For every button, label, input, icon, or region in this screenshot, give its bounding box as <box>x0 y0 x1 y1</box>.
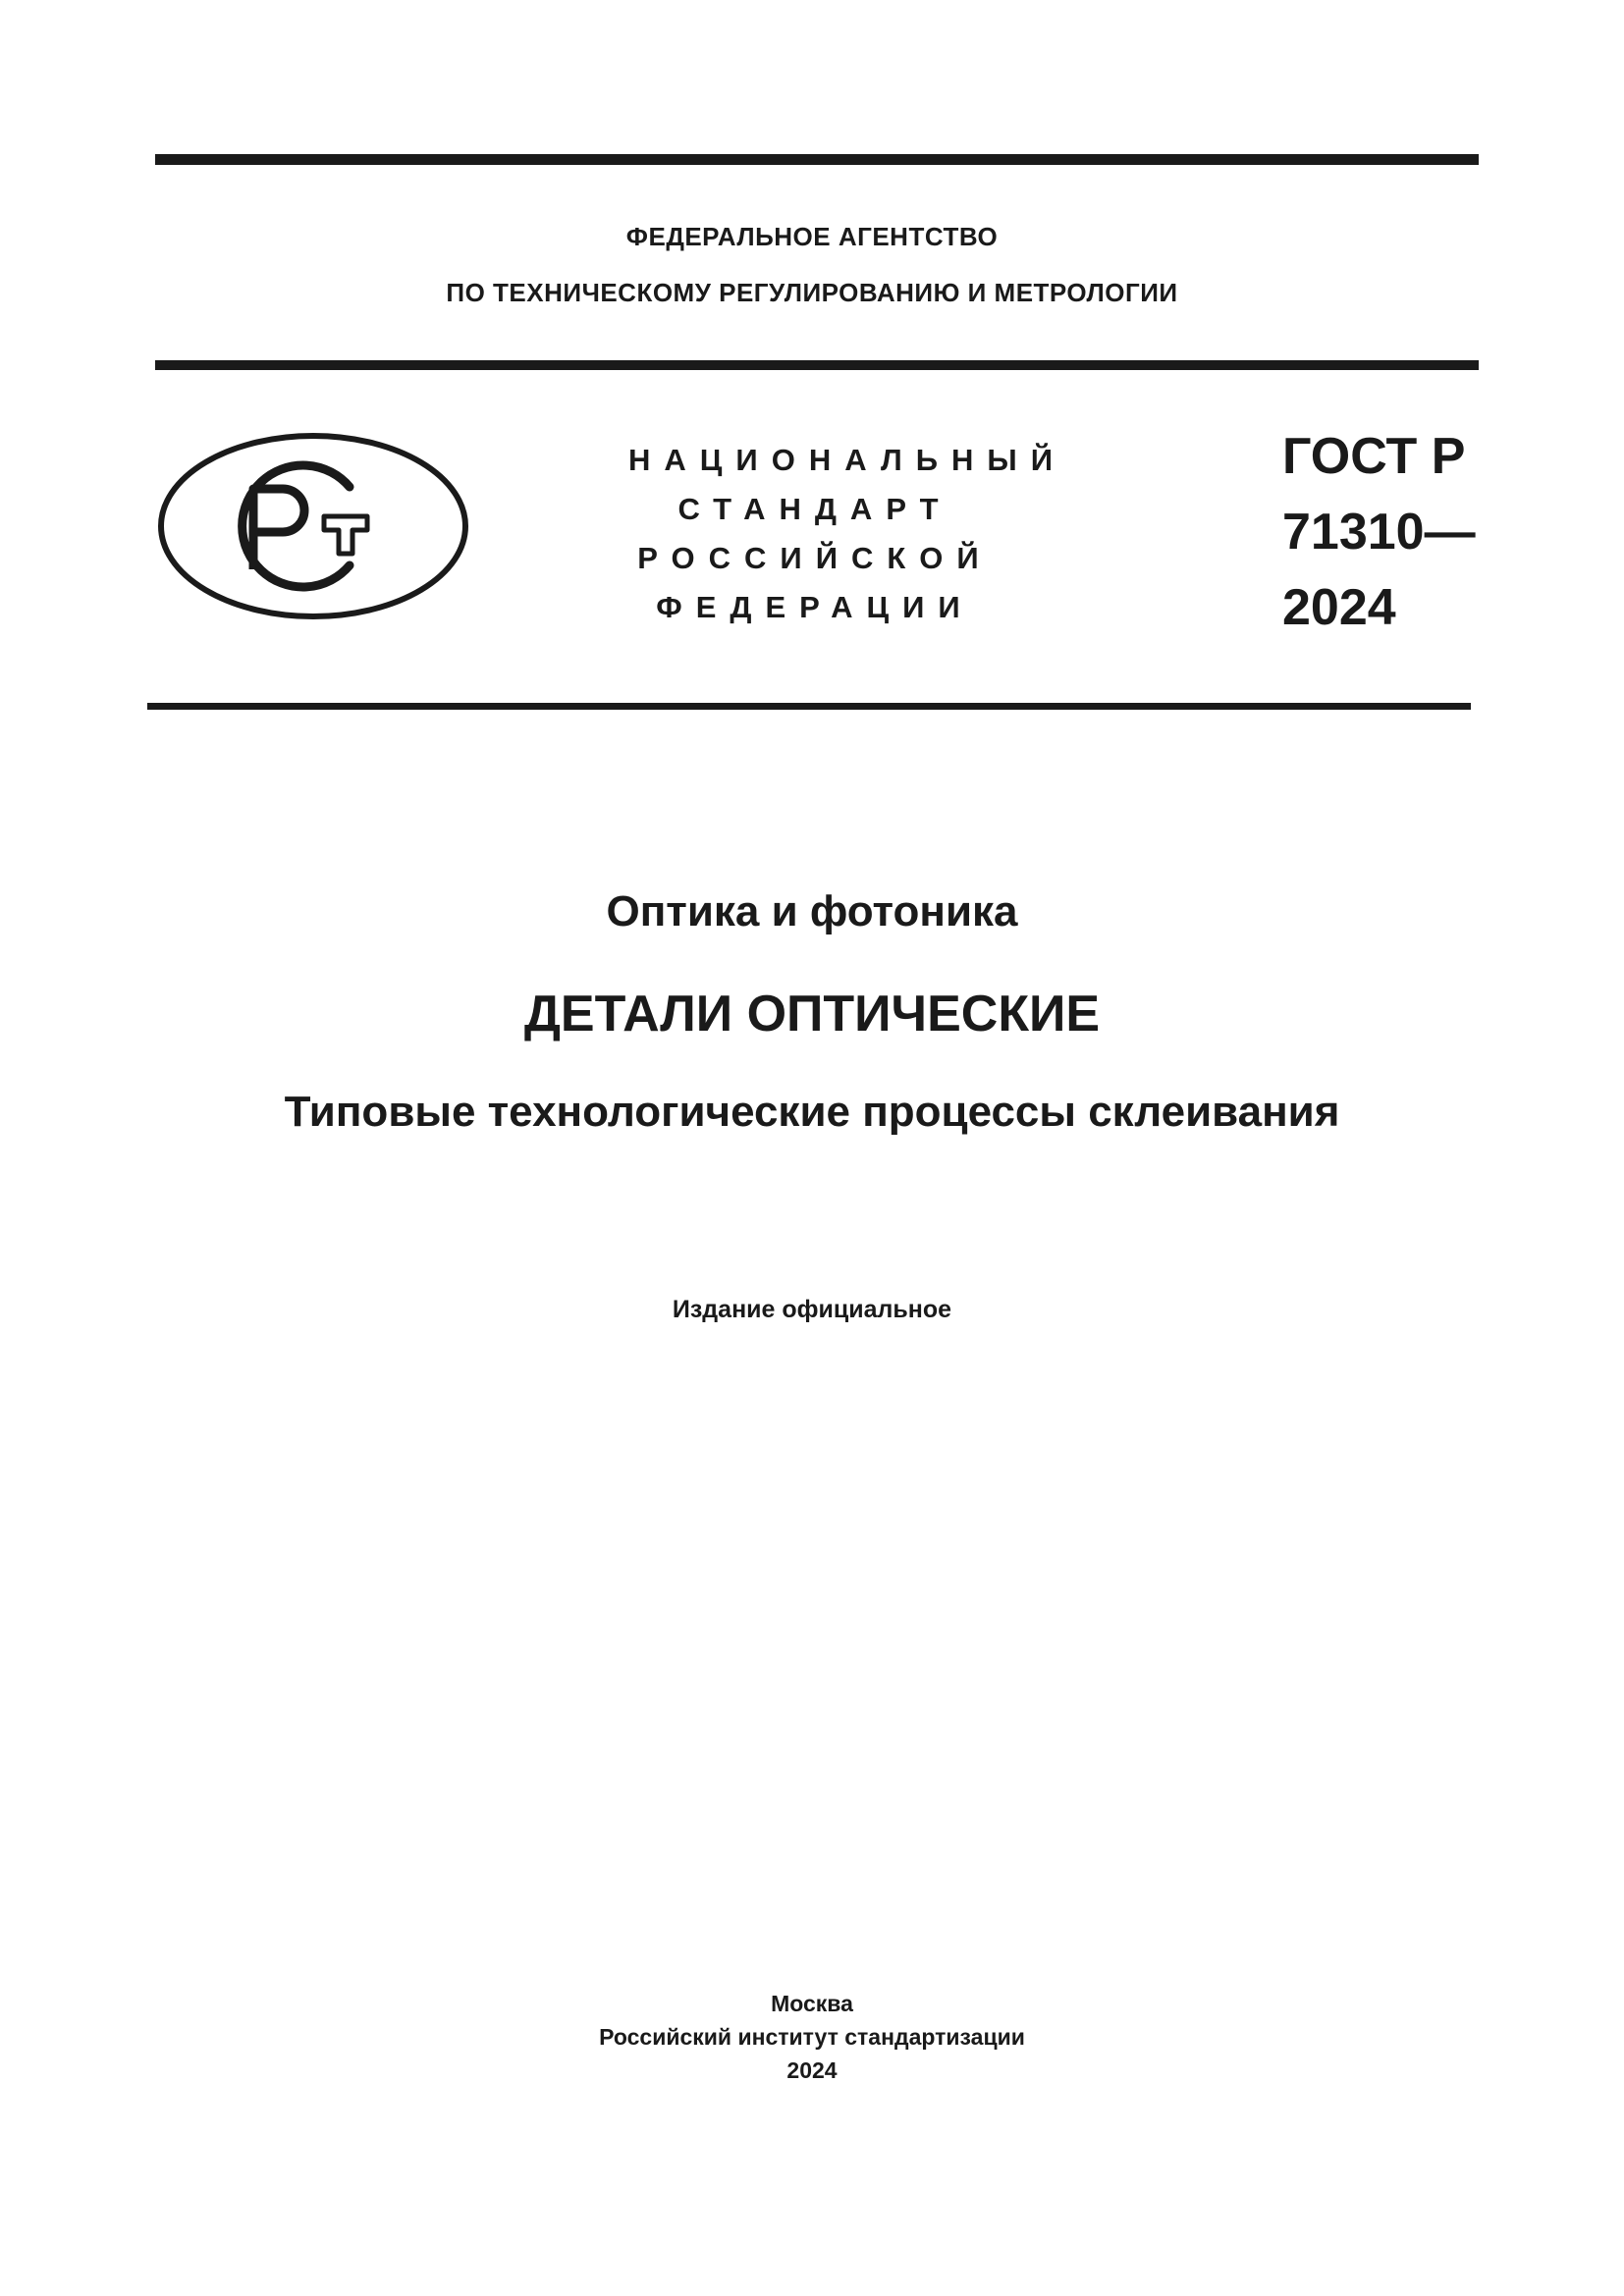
rst-logo <box>157 432 469 620</box>
national-standard-line-3: РОССИЙСКОЙ <box>637 541 993 575</box>
subtitle: Типовые технологические процессы склеивания <box>284 1088 1340 1136</box>
national-standard-line-1: НАЦИОНАЛЬНЫЙ <box>628 443 1067 477</box>
designation-line-3: 2024 <box>1282 579 1396 636</box>
top-rule <box>155 154 1479 165</box>
national-standard-label <box>628 436 1067 632</box>
national-standard-line-2: СТАНДАРТ <box>677 492 952 526</box>
series-title: Оптика и фотоника <box>606 887 1018 935</box>
agency-line-1: ФЕДЕРАЛЬНОЕ АГЕНТСТВО <box>625 222 999 251</box>
standard-designation <box>1282 419 1476 646</box>
header-rule <box>155 360 1479 370</box>
agency-line-2: ПО ТЕХНИЧЕСКОМУ РЕГУЛИРОВАНИЮ И МЕТРОЛОГИИ <box>446 278 1178 307</box>
main-title: ДЕТАЛИ ОПТИЧЕСКИЕ <box>523 986 1101 1042</box>
designation-line-1: ГОСТ Р <box>1282 428 1466 485</box>
publication-year: 2024 <box>786 2057 838 2083</box>
edition-label: Издание официальное <box>672 1296 952 1323</box>
publisher-city: Москва <box>771 1991 853 2016</box>
block-rule <box>147 703 1471 710</box>
national-standard-line-4: ФЕДЕРАЦИИ <box>656 590 974 624</box>
publisher-organization: Российский институт стандартизации <box>599 2024 1025 2050</box>
designation-line-2: 71310— <box>1282 504 1476 561</box>
